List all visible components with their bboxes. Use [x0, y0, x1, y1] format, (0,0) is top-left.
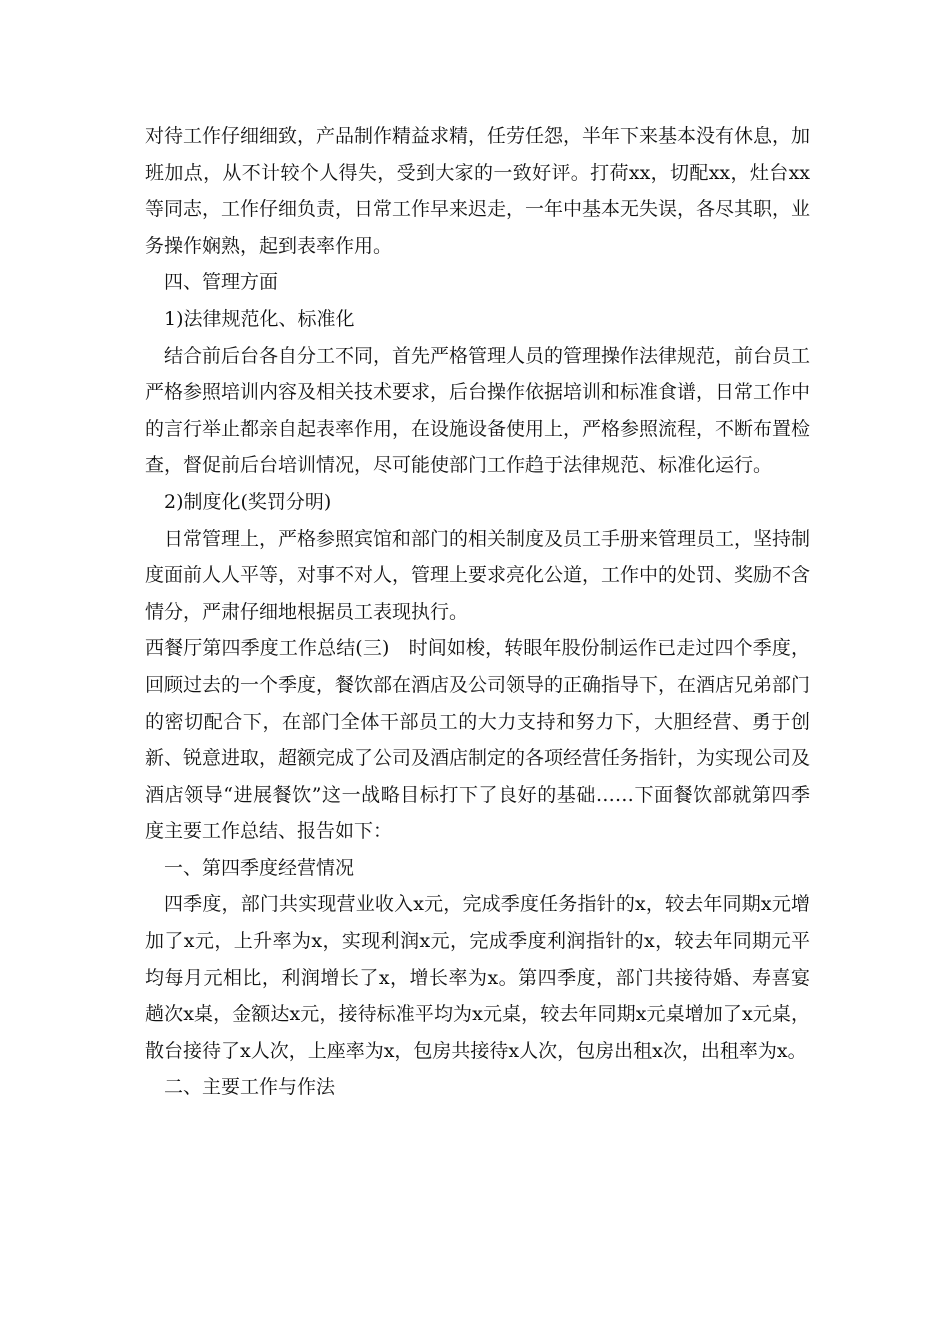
section-heading-operations: 一、第四季度经营情况 [164, 856, 355, 879]
document-body [145, 118, 810, 1106]
body-paragraph: 四季度，部门共实现营业收入x元，完成季度任务指针的x，较去年同期x元增加了x元，上升率为x，实现利润x元，完成季度利润指针的x，较去年同期元平均每月元相比，利润增长了x，增长率为x。第四季度，部门共接待婚、寿喜宴趟次x桌，金额达x元，接待标准平均为x元桌，较去年同期x元桌增加了x元桌，散台接待了x人次，上座率为x，包房共接待x人次，包房出租x次，出租率为x。 [145, 893, 810, 1062]
body-paragraph: 日常管理上，严格参照宾馆和部门的相关制度及员工手册来管理员工，坚持制度面前人人平等，对事不对人，管理上要求亮化公道，工作中的处罚、奖励不含情分，严肃仔细地根据员工表现执行。 [145, 527, 811, 623]
subheading-institutionalization: 2)制度化(奖罚分明) [164, 490, 332, 513]
subheading-standardization: 1)法律规范化、标准化 [164, 307, 355, 330]
section-heading-management: 四、管理方面 [164, 271, 279, 294]
section-heading-main-work: 二、主要工作与作法 [164, 1076, 336, 1099]
body-paragraph: 结合前后台各自分工不同，首先严格管理人员的管理操作法律规范，前台员工严格参照培训内容及相关技术要求，后台操作依据培训和标准食谱，日常工作中的言行举止都亲自起表率作用，在设施设备使用上，严格参照流程，不断布置检查，督促前后台培训情况，尽可能使部门工作趋于法律规范、标准化运行。 [145, 344, 811, 477]
report-intro-paragraph: 西餐厅第四季度工作总结(三) 时间如梭，转眼年股份制运作已走过四个季度，回顾过去的一个季度，餐饮部在酒店及公司领导的正确指导下，在酒店兄弟部门的密切配合下，在部门全体干部员工的大力支持和努力下，大胆经营、勇于创新、锐意进取，超额完成了公司及酒店制定的各项经营任务指针，为实现公司及酒店领导“进展餐饮”这一战略目标打下了良好的基础……下面餐饮部就第四季度主要工作总结、报告如下： [145, 637, 811, 843]
body-paragraph: 对待工作仔细细致，产品制作精益求精，任劳任怨，半年下来基本没有休息，加班加点，从不计较个人得失，受到大家的一致好评。打荷xx，切配xx，灶台xx等同志，工作仔细负责，日常工作早来迟走，一年中基本无失误，各尽其职，业务操作娴熟，起到表率作用。 [145, 125, 811, 257]
